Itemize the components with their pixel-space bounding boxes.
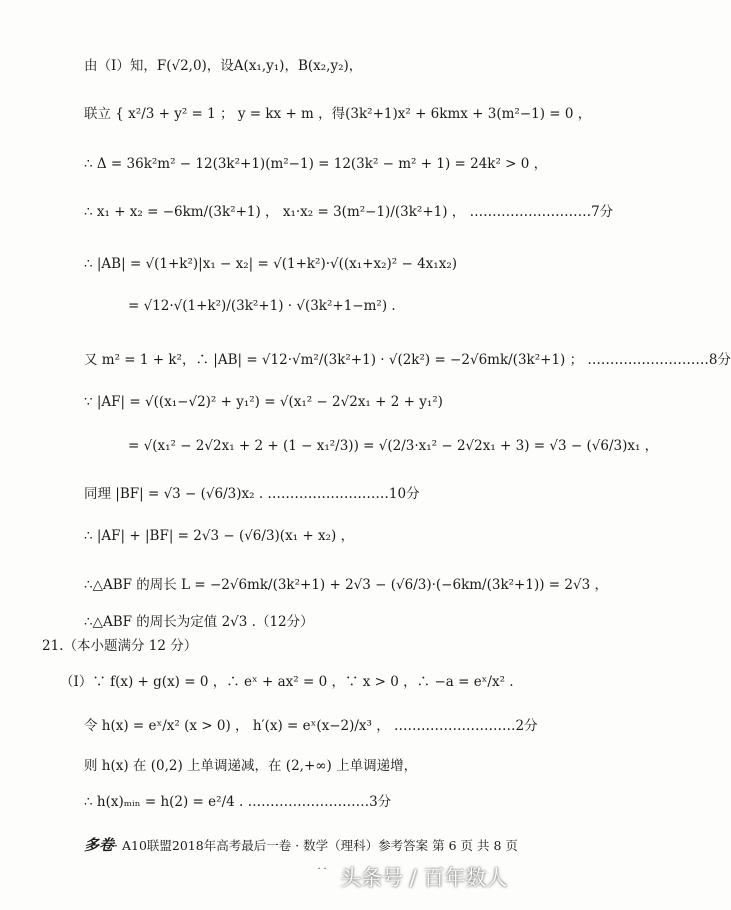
solution-line-17: 则 h(x) 在 (0,2) 上单调递减，在 (2,+∞) 上单调递增， bbox=[84, 758, 418, 774]
problem-heading: 21.（本小题满分 12 分） bbox=[42, 638, 198, 654]
solution-line-2: 联立 { x²/3 + y² = 1 ； y = kx + m ，得(3k²+1)x² + 6kmx + 3(m²−1) = 0 ， bbox=[84, 106, 592, 122]
solution-line-7: 又 m² = 1 + k²，∴ |AB| = √12·√m²/(3k²+1) · √(2k²) = −2√6mk/(3k²+1) ； ………………………8分 bbox=[84, 352, 731, 368]
solution-line-15: （Ⅰ）∵ f(x) + g(x) = 0 ，∴ eˣ + ax² = 0 ，∵ x > 0 ，∴ −a = eˣ/x² . bbox=[60, 674, 514, 690]
footer-tick-mark: ˙˙ bbox=[316, 866, 328, 880]
page-footer bbox=[84, 836, 518, 855]
solution-line-3: ∴ Δ = 36k²m² − 12(3k²+1)(m²−1) = 12(3k² − m² + 1) = 24k² > 0 ， bbox=[84, 156, 548, 172]
solution-line-6: = √12·√(1+k²)/(3k²+1) · √(3k²+1−m²) . bbox=[128, 298, 396, 314]
solution-line-13: ∴△ABF 的周长为定值 2√3 .（12分） bbox=[84, 614, 314, 630]
solution-line-18: ∴ h(x)ₘᵢₙ = h(2) = e²/4 . ………………………3分 bbox=[84, 794, 392, 810]
solution-line-5: ∴ |AB| = √(1+k²)|x₁ − x₂| = √(1+k²)·√((x₁+x₂)² − 4x₁x₂) bbox=[84, 256, 458, 272]
footer-text: · A10联盟2018年高考最后一卷 · 数学（理科）参考答案 第 6 页 共 8 页 bbox=[114, 838, 518, 853]
solution-line-16: 令 h(x) = eˣ/x² (x > 0) ， h′(x) = eˣ(x−2)/x³ ， ………………………2分 bbox=[84, 718, 538, 734]
solution-line-9: = √(x₁² − 2√2x₁ + 2 + (1 − x₁²/3)) = √(2/3·x₁² − 2√2x₁ + 3) = √3 − (√6/3)x₁ ， bbox=[128, 438, 659, 454]
solution-line-10: 同理 |BF| = √3 − (√6/3)x₂ . ………………………10分 bbox=[84, 486, 420, 502]
solution-line-8: ∵ |AF| = √((x₁−√2)² + y₁²) = √(x₁² − 2√2x₁ + 2 + y₁²) bbox=[84, 394, 443, 410]
footer-brand-logo: 多卷 bbox=[84, 836, 115, 854]
watermark: 头条号 / 百年数人 bbox=[340, 866, 508, 890]
solution-line-11: ∴ |AF| + |BF| = 2√3 − (√6/3)(x₁ + x₂) ， bbox=[84, 528, 355, 544]
solution-line-12: ∴△ABF 的周长 L = −2√6mk/(3k²+1) + 2√3 − (√6/3)·(−6km/(3k²+1)) = 2√3 ， bbox=[84, 577, 608, 593]
solution-line-1: 由（Ⅰ）知，F(√2,0)，设A(x₁,y₁)，B(x₂,y₂)， bbox=[84, 58, 363, 74]
solution-line-4: ∴ x₁ + x₂ = −6km/(3k²+1) ， x₁·x₂ = 3(m²−1)/(3k²+1) ， ………………………7分 bbox=[84, 204, 614, 220]
